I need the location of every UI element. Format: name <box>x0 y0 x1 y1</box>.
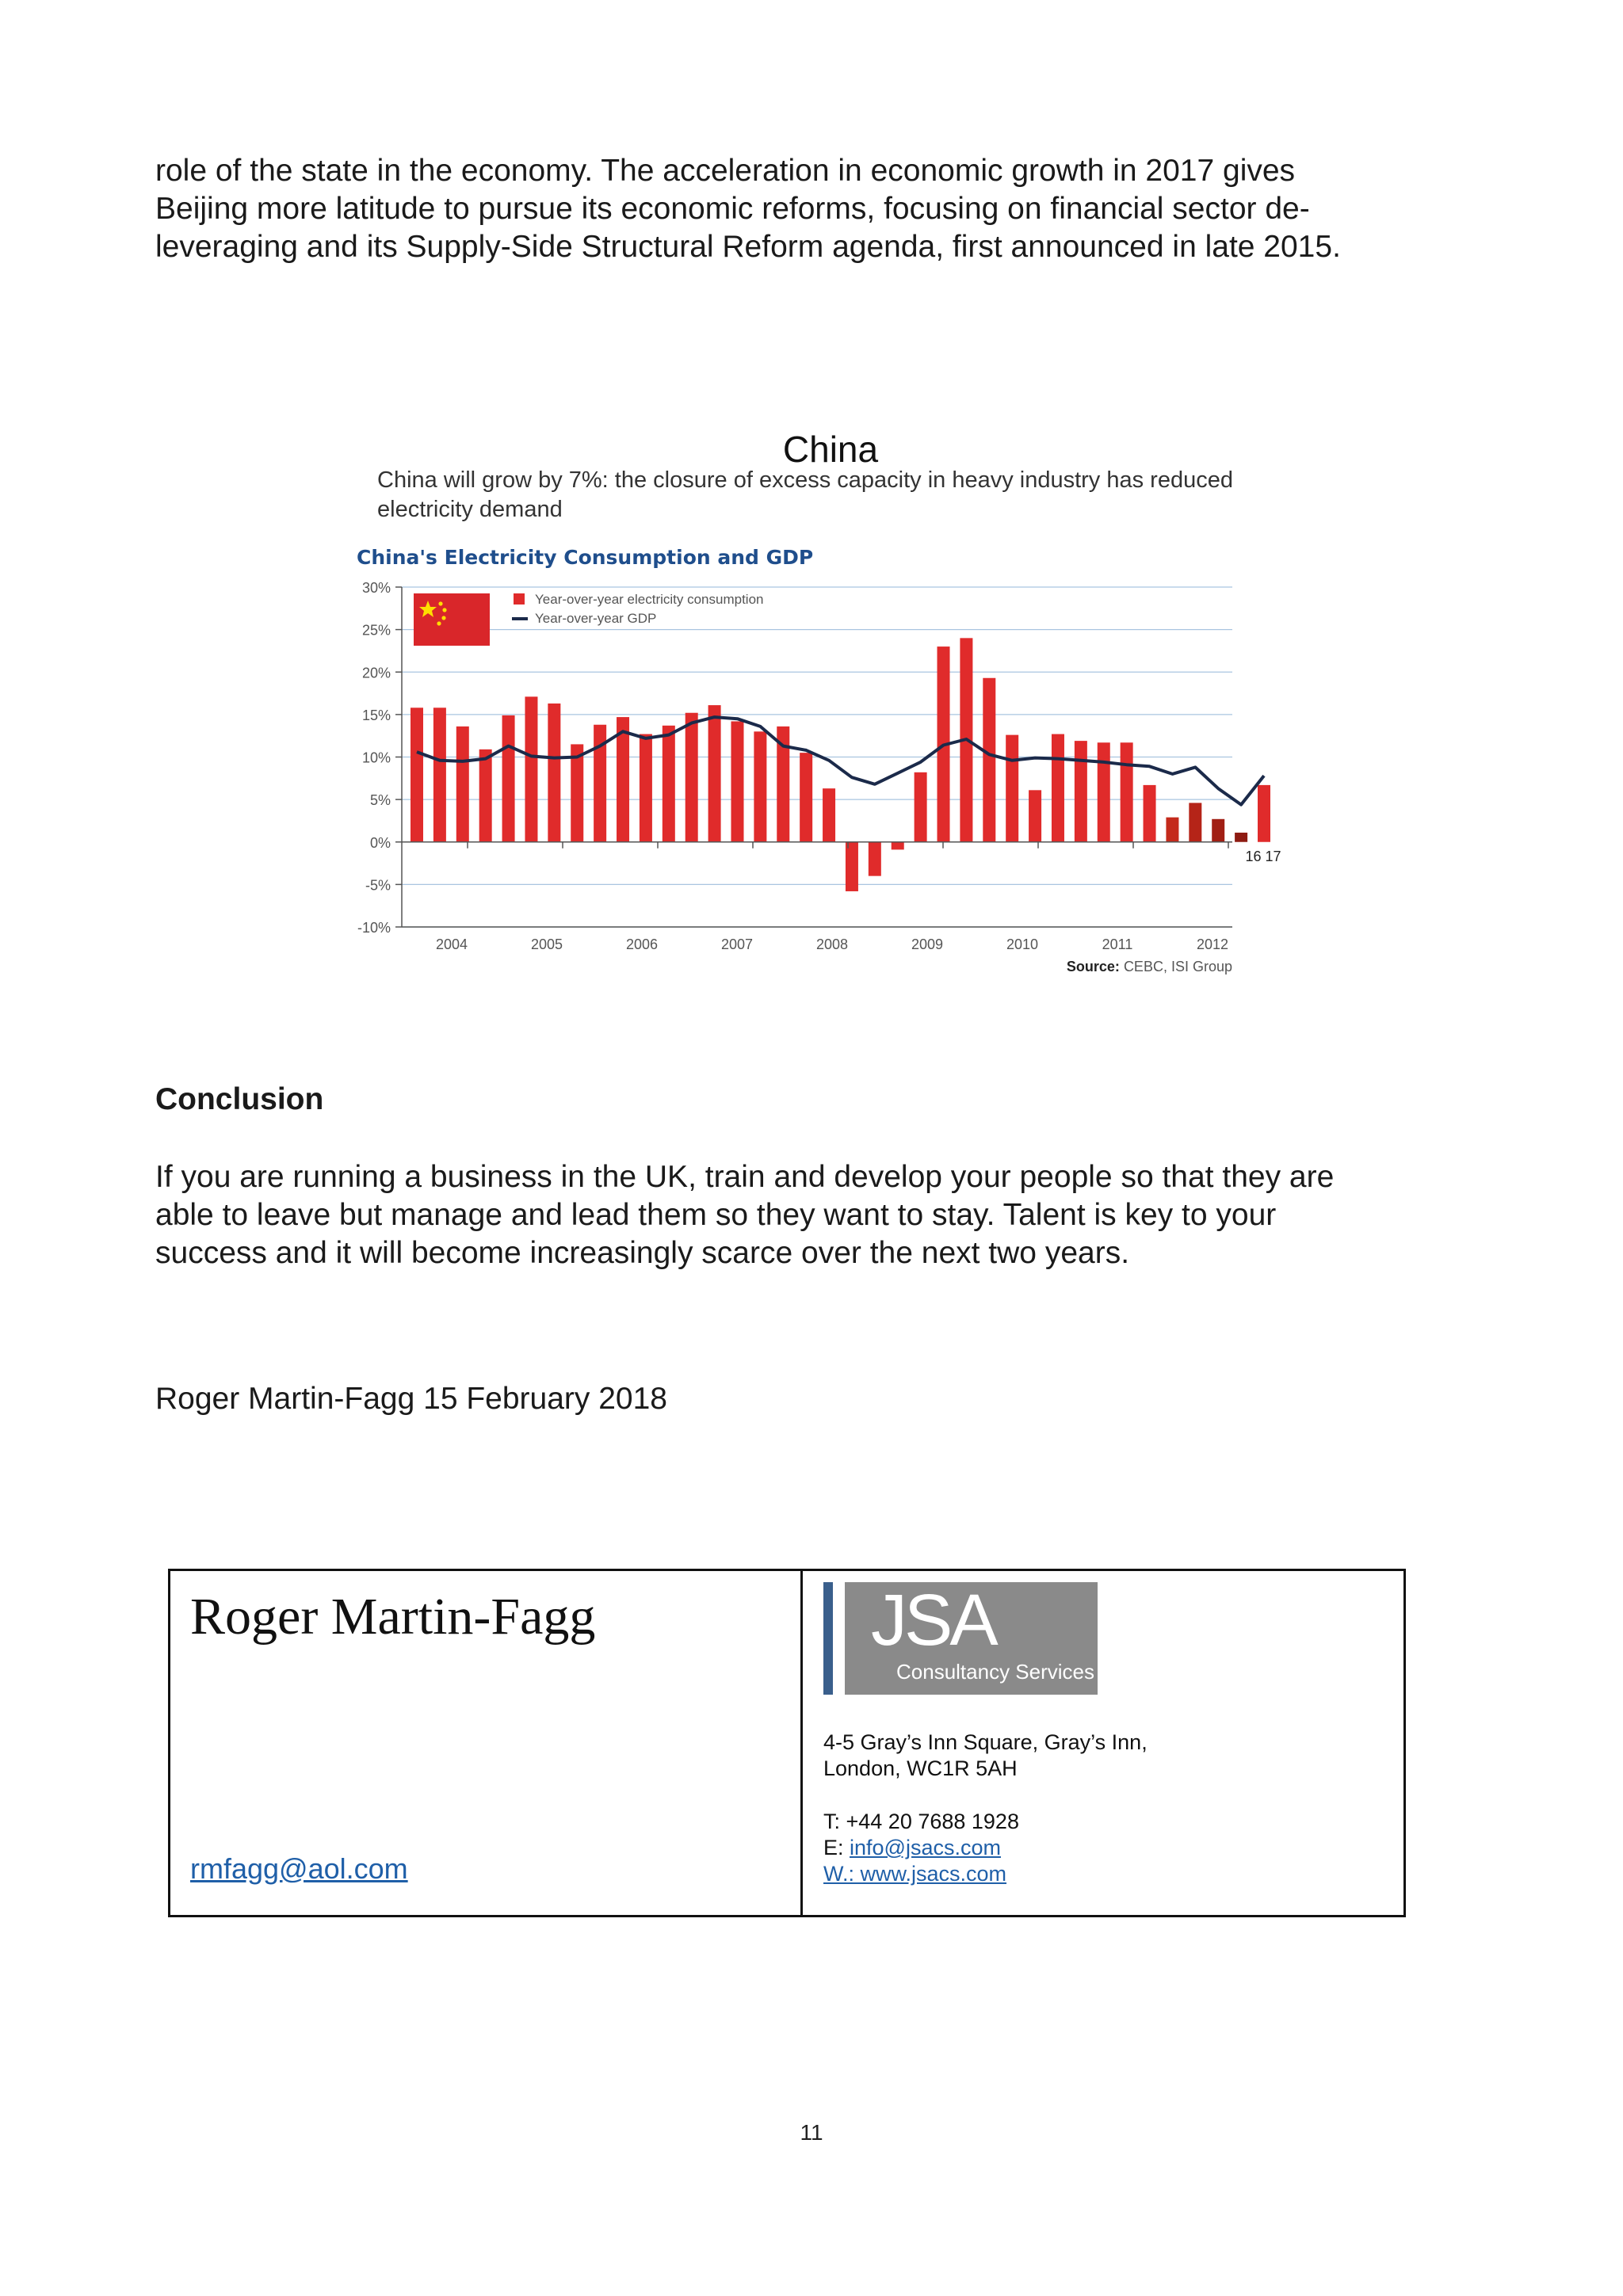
conclusion-line: If you are running a business in the UK, train and develop your people so that they are <box>155 1160 1335 1194</box>
legend-line-label: Year-over-year GDP <box>535 611 657 626</box>
conclusion-line: able to leave but manage and lead them so they want to stay. Talent is key to your <box>155 1198 1277 1232</box>
electricity-bar <box>502 715 515 842</box>
electricity-bar <box>1098 742 1110 841</box>
intro-paragraph <box>155 152 1439 266</box>
y-tick-label: 20% <box>361 665 391 681</box>
intro-line: Beijing more latitude to pursue its economic reforms, focusing on financial sector de- <box>155 192 1310 226</box>
contact-card-left <box>170 1571 803 1915</box>
electricity-bar <box>1144 785 1156 842</box>
electricity-bar <box>1006 735 1018 842</box>
electricity-bar <box>1212 819 1224 842</box>
y-tick-label: -5% <box>365 877 391 894</box>
electricity-bar <box>708 705 721 842</box>
logo-subtitle: Consultancy Services <box>896 1660 1094 1684</box>
chart-heading: China's Electricity Consumption and GDP <box>357 546 814 569</box>
conclusion-paragraph <box>155 1158 1439 1272</box>
y-tick-label: -10% <box>357 920 391 936</box>
phone-number: T: +44 20 7688 1928 <box>823 1810 1019 1833</box>
electricity-bar <box>663 726 675 842</box>
page-number: 11 <box>800 2120 823 2145</box>
electricity-bar <box>411 707 423 841</box>
jsa-logo <box>823 1582 1098 1695</box>
source-label: Source: <box>1066 959 1124 974</box>
electricity-bar <box>892 842 904 850</box>
author-email-link[interactable]: rmfagg@aol.com <box>190 1852 408 1885</box>
electricity-bar <box>548 704 560 842</box>
legend-bar-label: Year-over-year electricity consumption <box>535 592 764 607</box>
email-label: E: <box>823 1836 850 1859</box>
source-text: CEBC, ISI Group <box>1123 959 1232 974</box>
contact-card <box>168 1569 1406 1917</box>
electricity-bar <box>731 721 743 841</box>
conclusion-heading: Conclusion <box>155 1082 324 1116</box>
figure-title: China <box>782 429 879 470</box>
conclusion-line: success and it will become increasingly scarce over the next two years. <box>155 1236 1130 1270</box>
china-flag <box>414 593 490 646</box>
web-label: W.: <box>823 1862 861 1886</box>
electricity-bar <box>1189 803 1201 841</box>
electricity-bar <box>1052 734 1064 842</box>
y-tick-label: 25% <box>361 622 391 639</box>
x-year-label: 2004 <box>435 936 468 952</box>
electricity-bar <box>525 696 537 841</box>
electricity-bar <box>1029 790 1041 841</box>
electricity-bar <box>983 678 995 842</box>
x-year-label: 2012 <box>1196 936 1229 952</box>
x-year-label: 2006 <box>625 936 659 952</box>
figure-subtitle <box>377 466 1407 524</box>
electricity-bar <box>571 744 583 841</box>
website-link[interactable]: www.jsacs.com <box>860 1862 1007 1886</box>
author-name: Roger Martin-Fagg <box>190 1588 596 1646</box>
electricity-bar <box>869 842 881 876</box>
figure-subtitle-line: electricity demand <box>377 497 563 522</box>
x-year-label: 2007 <box>720 936 754 952</box>
electricity-bar <box>640 734 652 842</box>
legend-bar-swatch <box>514 593 525 605</box>
contact-email-line <box>823 1835 1001 1861</box>
logo-mark: JSA <box>871 1580 995 1661</box>
electricity-bar <box>456 727 469 842</box>
x-year-label: 2008 <box>815 936 849 952</box>
intro-line: leveraging and its Supply-Side Structural Reform agenda, first announced in late 2015. <box>155 230 1341 264</box>
x-year-label: 2009 <box>911 936 944 952</box>
website-line <box>823 1861 1006 1887</box>
intro-line: role of the state in the economy. The acceleration in economic growth in 2017 gives <box>155 154 1296 188</box>
electricity-bar <box>1121 742 1133 841</box>
y-tick-label: 10% <box>361 749 391 766</box>
electricity-bar <box>1258 785 1270 842</box>
source-note <box>1067 959 1232 974</box>
y-tick-label: 5% <box>369 792 391 809</box>
logo-accent-bar <box>823 1582 833 1695</box>
contact-card-right <box>803 1571 1403 1915</box>
x-extra-label: 16 17 <box>1245 849 1281 864</box>
x-year-label: 2011 <box>1102 936 1133 952</box>
flag-small-star-icon <box>441 616 445 620</box>
contact-email-link[interactable]: info@jsacs.com <box>850 1836 1001 1859</box>
electricity-gdp-chart <box>341 539 1300 990</box>
electricity-bar <box>1075 741 1087 842</box>
electricity-bar <box>823 788 835 842</box>
electricity-bar <box>479 749 492 842</box>
electricity-bar <box>754 731 766 841</box>
flag-small-star-icon <box>438 601 442 605</box>
address-line: London, WC1R 5AH <box>823 1756 1018 1780</box>
electricity-bar <box>915 772 927 842</box>
electricity-bar <box>1166 818 1178 842</box>
y-tick-label: 0% <box>369 834 391 851</box>
y-tick-label: 30% <box>361 580 391 596</box>
electricity-bar <box>846 842 858 891</box>
flag-small-star-icon <box>437 621 441 625</box>
address-line: 4-5 Gray’s Inn Square, Gray’s Inn, <box>823 1730 1148 1754</box>
signature-line: Roger Martin-Fagg 15 February 2018 <box>155 1382 667 1416</box>
electricity-bar <box>800 753 812 842</box>
electricity-bar <box>433 707 446 841</box>
x-year-label: 2005 <box>530 936 563 952</box>
electricity-bar <box>685 713 698 842</box>
y-tick-label: 15% <box>361 707 391 723</box>
gdp-line <box>417 717 1264 805</box>
x-year-label: 2010 <box>1006 936 1039 952</box>
figure-subtitle-line: China will grow by 7%: the closure of excess capacity in heavy industry has reduced <box>377 467 1233 493</box>
electricity-bar <box>1235 833 1247 842</box>
flag-small-star-icon <box>442 608 446 612</box>
